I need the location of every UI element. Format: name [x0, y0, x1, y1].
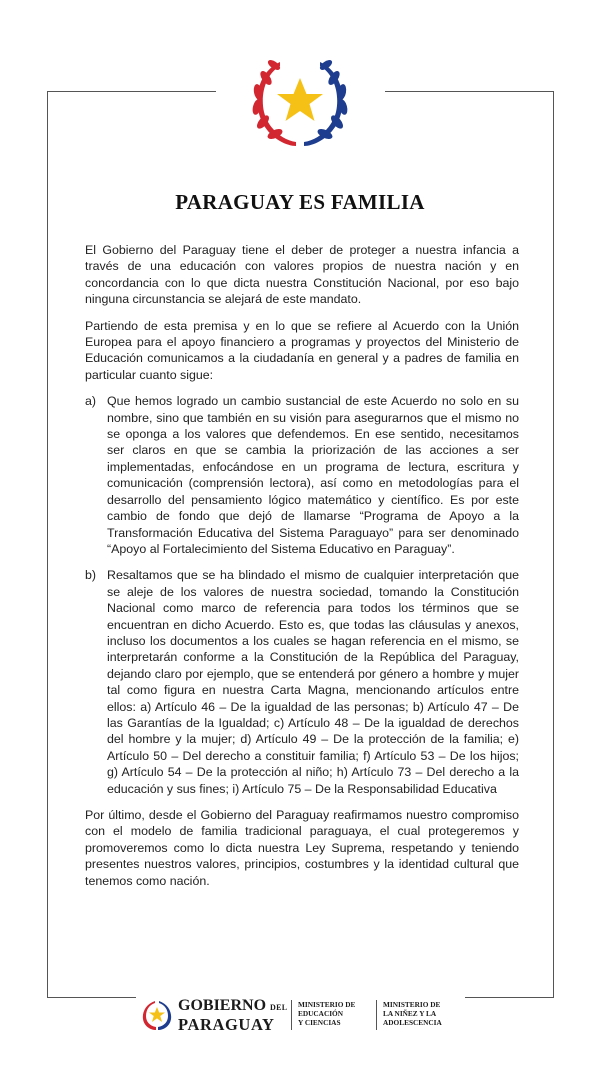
frame-bottom-left-line [47, 997, 136, 998]
paraguay-coat-of-arms-icon [244, 48, 356, 156]
ministry-line: Y CIENCIAS [298, 1018, 341, 1027]
list-marker: b) [85, 568, 97, 583]
ministry-line: MINISTERIO DE [298, 1000, 356, 1009]
ministry-line: ADOLESCENCIA [383, 1018, 442, 1027]
frame-bottom-right-line [465, 997, 554, 998]
ministry-line: MINISTERIO DE [383, 1000, 441, 1009]
government-del: DEL [270, 1003, 288, 1012]
paraguay-star-emblem-icon [140, 998, 174, 1032]
list-item-a [85, 393, 519, 557]
footer-divider [376, 1000, 377, 1030]
ministry-line: EDUCACIÓN [298, 1009, 343, 1018]
intro-paragraph-2: Partiendo de esta premisa y en lo que se refiere al Acuerdo con la Unión Europea para el apoyo financiero a programas y proyectos del Ministerio de Educación comunicamos a la ciudadanía en general y a padres de familia en particular cuanto sigue: [85, 318, 519, 382]
frame-top-right-line [385, 91, 554, 92]
frame-top-left-line [47, 91, 216, 92]
ministry-education-logo [298, 1000, 355, 1027]
frame-right-line [553, 91, 554, 998]
ministry-childhood-logo [383, 1000, 442, 1027]
list-item-b [85, 567, 519, 797]
page-title: PARAGUAY ES FAMILIA [175, 190, 425, 214]
government-country: PARAGUAY [178, 1015, 275, 1034]
ministry-line: LA NIÑEZ Y LA [383, 1009, 437, 1018]
intro-paragraph-1: El Gobierno del Paraguay tiene el deber de proteger a nuestra infancia a través de una educación con valores propios de nuestra nación y en concordancia con lo que dicta nuestra Constitución Nacional, por eso bajo ninguna circunstancia se alejará de este mandato. [85, 243, 519, 307]
list-marker: a) [85, 394, 97, 409]
frame-left-line [47, 91, 48, 998]
government-word: GOBIERNO [178, 997, 267, 1014]
footer-logos [140, 996, 470, 1036]
closing-paragraph: Por último, desde el Gobierno del Paraguay reafirmamos nuestro compromiso con el modelo de familia tradicional paraguaya, el cual protegeremos y promoveremos como lo dicta nuestra Ley Suprema, respetando y teniendo presentes nuestros valores, principios, costumbres y la identidad cultural que tenemos como nación. [85, 808, 519, 888]
footer-divider [291, 1000, 292, 1030]
government-wordmark [178, 998, 287, 1033]
statement-body [85, 242, 519, 899]
list-text: Resaltamos que se ha blindado el mismo de cualquier interpretación que se aleje de los valores de nuestra sociedad, tomando la Constitución Nacional como marco de referencia para todos los términos que se encuentran en dicho Acuerdo. Esto es, que todas las cláusulas y anexos, incluso los documentos a los cuales se hagan referencia en el mismo, se interpretarán conforme a la Constitución de la República del Paraguay, dejando claro por ejemplo, que se entenderá por género a hombre y mujer tal como figura en nuestra Carta Magna, mencionando artículos entre ellos: a) Artículo 46 – De la igualdad de las personas; b) Artículo 47 – De las Garantías de la Igualdad; c) Artículo 48 – De la igualdad de derechos del hombre y la mujer; d) Artículo 49 – De la protección de la familia; e) Artículo 50 – Del derecho a constituir familia; f) Artículo 53 – De los hijos; g) Artículo 54 – De la protección al niño; h) Artículo 73 – Del derecho a la educación y sus fines; i) Artículo 75 – De la Responsabilidad Educativa [107, 568, 519, 796]
list-text: Que hemos logrado un cambio sustancial de este Acuerdo no solo en su nombre, sino que también en su visión para asegurarnos que el mismo no se oponga a los valores que defendemos. En ese sentido, necesitamos ser claros en que se cambia la priorización de las acciones a ser implementadas, enfocándose en un programa de lectura, escritura y comunicación (comprensión lectora), así como en metodologías para el desarrollo del pensamiento lógico matemático y científico. Es por este cambio de fondo que dejó de llamarse “Programa de Apoyo a la Transformación Educativa del Sistema Paraguayo” para ser denominado “Apoyo al Fortalecimiento del Sistema Educativo en Paraguay”. [107, 394, 519, 556]
